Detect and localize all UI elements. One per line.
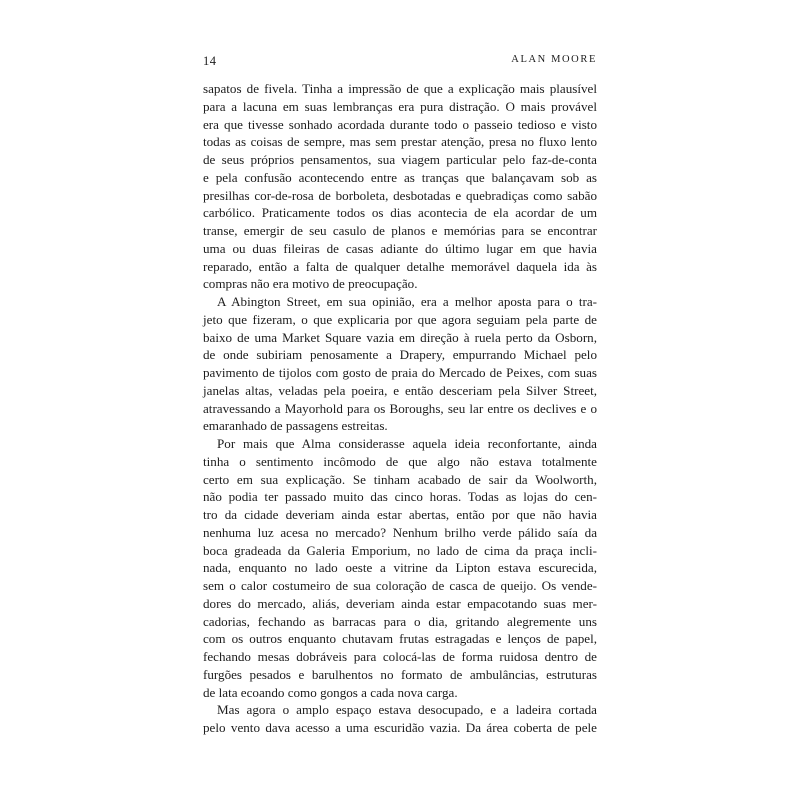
text-line: carbólico. Praticamente todos os dias acontecia de ela acordar de um <box>203 205 597 221</box>
text-line: nada, enquanto no lado oeste a vitrine da Lipton estava escurecida, <box>203 560 597 576</box>
text-line: Mas agora o amplo espaço estava desocupado, e a ladeira cortada <box>217 702 597 718</box>
running-head <box>203 54 597 70</box>
text-line: furgões pesados e barulhentos no formato de ambulâncias, estruturas <box>203 666 597 682</box>
text-line: não podia ter passado muito das cinco horas. Todas as lojas do cen- <box>203 489 597 505</box>
text-line: atravessando a Mayorhold para os Boroughs, seu lar entre os declives e o <box>203 400 597 416</box>
text-line: nenhuma luz acesa no mercado? Nenhum brilho verde pálido saía da <box>203 524 597 540</box>
text-line: de onde subiriam penosamente a Drapery, empurrando Michael pelo <box>203 347 597 363</box>
text-line: boca gradeada da Galeria Emporium, no lado de cima da praça incli- <box>203 542 597 558</box>
text-line: reparado, então a falta de qualquer detalhe memorável daquela ida às <box>203 258 597 274</box>
text-line: jeto que fizeram, o que explicaria por que agora seguiam pela parte de <box>203 311 597 327</box>
text-line: todas as coisas de sempre, mas sem prestar atenção, presa no fluxo lento <box>203 134 597 150</box>
text-line: para a lacuna em suas lembranças era pura distração. O mais provável <box>203 98 597 114</box>
text-line: pelo vento dava acesso a uma escuridão vazia. Da área coberta de pele <box>203 720 597 735</box>
text-line: certo em sua explicação. Se tinham acabado de sair da Woolworth, <box>203 471 597 487</box>
text-line: sapatos de fivela. Tinha a impressão de que a explicação mais plausível <box>203 81 597 96</box>
text-line: A Abington Street, em sua opinião, era a melhor aposta para o tra- <box>217 294 597 309</box>
text-line: emaranhado de passagens estreitas. <box>203 418 388 434</box>
page-number: 14 <box>203 54 217 68</box>
text-line: janelas altas, veladas pela poeira, e então desceriam pela Silver Street, <box>203 382 597 398</box>
text-line: cadorias, fechando as barracas para o dia, gritando alegremente uns <box>203 613 597 629</box>
text-line: dores do mercado, aliás, deveriam ainda estar empacotando suas mer- <box>203 595 597 611</box>
text-line: fechando mesas dobráveis para colocá-las de forma ruidosa dentro de <box>203 649 597 664</box>
text-line: com os outros enquanto chutavam frutas estragadas e lenços de papel, <box>203 631 597 647</box>
body-text <box>203 80 597 737</box>
text-line: presilhas cor-de-rosa de borboleta, desbotadas e quebradiças como sabão <box>203 187 597 203</box>
text-line: de lata ecoando como gongos a cada nova carga. <box>203 684 458 700</box>
text-line: era que tivesse sonhado acordada durante todo o passeio tedioso e visto <box>203 116 597 132</box>
text-line: de seus próprios pensamentos, sua viagem particular pelo faz-de-conta <box>203 152 597 167</box>
text-line: sem o calor costumeiro de sua coloração de casca de queijo. Os vende- <box>203 578 597 593</box>
text-line: compras não era motivo de preocupação. <box>203 276 418 292</box>
text-line: tinha o sentimento incômodo de que algo não estava totalmente <box>203 453 597 469</box>
text-line: pavimento de tijolos com gosto de praia do Mercado de Peixes, com suas <box>203 365 597 380</box>
text-line: Por mais que Alma considerasse aquela ideia reconfortante, ainda <box>217 436 597 451</box>
text-line: tro da cidade deveriam ainda estar abertas, então por que não havia <box>203 507 597 522</box>
running-head-author: ALAN MOORE <box>511 54 597 65</box>
text-line: uma ou duas fileiras de casas adiante do último lugar em que havia <box>203 240 597 256</box>
text-line: transe, emergir de seu casulo de planos e memórias para se encontrar <box>203 223 597 238</box>
text-line: baixo de uma Market Square vazia em direção à ruela perto da Osborn, <box>203 329 597 345</box>
text-line: e pela confusão acontecendo entre as tranças que balançavam sob as <box>203 169 597 185</box>
